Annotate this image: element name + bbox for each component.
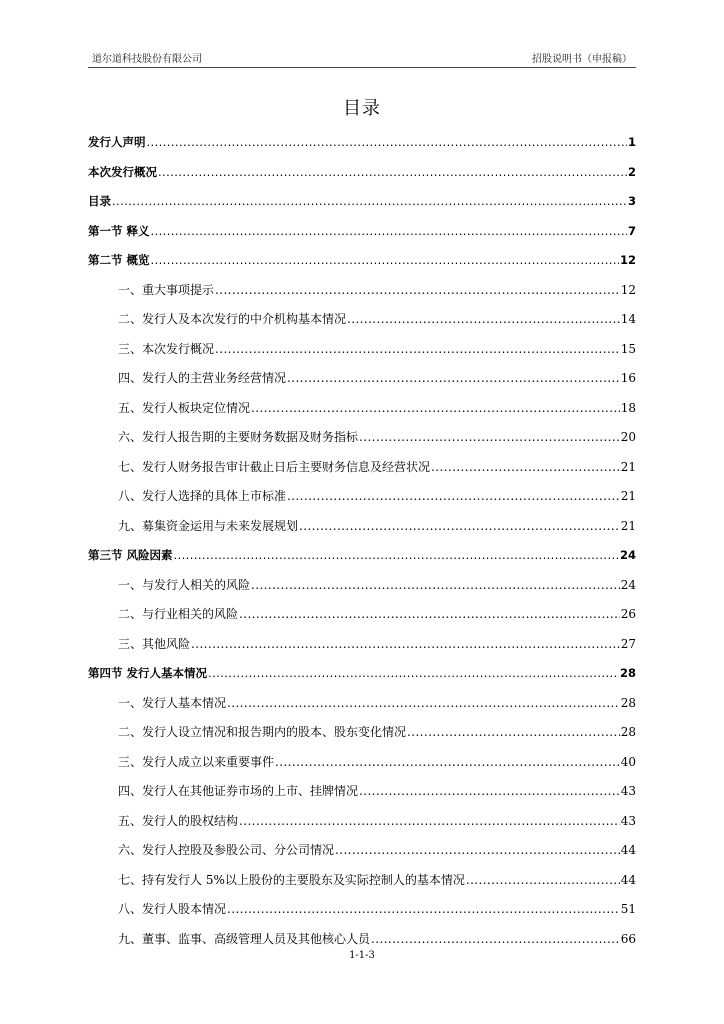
toc-entry-page: 12 bbox=[620, 282, 636, 297]
company-name: 道尔道科技股份有限公司 bbox=[92, 54, 202, 65]
toc-entry-page: 44 bbox=[620, 872, 636, 887]
toc-dot-leader bbox=[191, 630, 620, 660]
toc-entry-label: 目录 bbox=[88, 194, 111, 208]
toc-subsection-entry[interactable] bbox=[88, 866, 636, 896]
toc-entry-label: 五、发行人的股权结构 bbox=[118, 813, 239, 828]
toc-entry-page: 44 bbox=[620, 843, 636, 857]
toc-subsection-entry[interactable] bbox=[88, 718, 636, 748]
toc-dot-leader bbox=[151, 246, 619, 276]
toc-dot-leader bbox=[287, 482, 620, 512]
toc-dot-leader bbox=[239, 807, 620, 837]
toc-entry-page: 18 bbox=[620, 400, 636, 415]
toc-dot-leader bbox=[251, 394, 620, 424]
toc-entry-label: 三、其他风险 bbox=[118, 636, 191, 651]
toc-section-entry[interactable] bbox=[88, 659, 636, 689]
toc-dot-leader bbox=[147, 128, 627, 158]
toc-entry-label: 三、发行人成立以来重要事件 bbox=[118, 754, 275, 769]
toc-entry-page: 40 bbox=[620, 754, 636, 769]
toc-subsection-entry[interactable] bbox=[88, 689, 636, 719]
toc-dot-leader bbox=[275, 748, 620, 778]
toc-entry-label: 一、重大事项提示 bbox=[118, 282, 215, 297]
toc-entry-label: 三、本次发行概况 bbox=[118, 341, 215, 356]
toc-entry-label: 七、发行人财务报告审计截止日后主要财务信息及经营状况 bbox=[118, 459, 431, 474]
toc-entry-label: 五、发行人板块定位情况 bbox=[118, 400, 251, 415]
toc-dot-leader bbox=[239, 600, 620, 630]
toc-subsection-entry[interactable] bbox=[88, 600, 636, 630]
toc-entry-page: 43 bbox=[620, 784, 636, 798]
toc-subsection-entry[interactable] bbox=[88, 276, 636, 306]
toc-section-entry[interactable] bbox=[88, 217, 636, 247]
page-header bbox=[88, 50, 636, 66]
toc-dot-leader bbox=[208, 659, 619, 689]
toc-section-entry[interactable] bbox=[88, 246, 636, 276]
toc-dot-leader bbox=[174, 541, 619, 571]
toc-dot-leader bbox=[215, 276, 620, 306]
toc-entry-page: 16 bbox=[620, 371, 636, 385]
toc-entry-page: 2 bbox=[627, 164, 636, 179]
toc-entry-label: 本次发行概况 bbox=[88, 164, 157, 179]
toc-subsection-entry[interactable] bbox=[88, 305, 636, 335]
toc-entry-page: 66 bbox=[620, 931, 636, 946]
toc-entry-label: 二、发行人及本次发行的中介机构基本情况 bbox=[118, 312, 347, 326]
toc-entry-page: 28 bbox=[620, 725, 636, 739]
header-divider bbox=[88, 67, 636, 68]
toc-dot-leader bbox=[112, 187, 627, 217]
toc-entry-label: 一、发行人基本情况 bbox=[118, 695, 227, 710]
toc-entry-page: 15 bbox=[620, 341, 636, 356]
toc-subsection-entry[interactable] bbox=[88, 777, 636, 807]
page-title: 目录 bbox=[343, 98, 381, 119]
toc-subsection-entry[interactable] bbox=[88, 423, 636, 453]
toc-entry-page: 14 bbox=[620, 312, 636, 326]
toc-entry-page: 21 bbox=[620, 489, 636, 503]
toc-entry-page: 21 bbox=[620, 518, 636, 533]
toc-subsection-entry[interactable] bbox=[88, 630, 636, 660]
toc-entry-label: 九、董事、监事、高级管理人员及其他核心人员 bbox=[118, 931, 371, 946]
toc-entry-label: 七、持有发行人 5%以上股份的主要股东及实际控制人的基本情况 bbox=[118, 872, 465, 887]
toc-dot-leader bbox=[158, 158, 627, 188]
toc-entry-page: 51 bbox=[620, 902, 636, 916]
toc-dot-leader bbox=[359, 423, 620, 453]
toc-entry-page: 26 bbox=[620, 607, 636, 621]
toc-dot-leader bbox=[215, 335, 620, 365]
toc-dot-leader bbox=[359, 777, 620, 807]
toc-dot-leader bbox=[335, 836, 620, 866]
toc-dot-leader bbox=[251, 571, 620, 601]
toc-dot-leader bbox=[299, 512, 620, 542]
toc-dot-leader bbox=[227, 895, 620, 925]
toc-entry-label: 六、发行人报告期的主要财务数据及财务指标 bbox=[118, 430, 359, 444]
toc-entry-label: 第四节 发行人基本情况 bbox=[88, 666, 208, 680]
toc-subsection-entry[interactable] bbox=[88, 836, 636, 866]
toc-entry-label: 二、发行人设立情况和报告期内的股本、股东变化情况 bbox=[118, 725, 407, 739]
table-of-contents bbox=[88, 128, 636, 954]
toc-entry-label: 四、发行人在其他证券市场的上市、挂牌情况 bbox=[118, 784, 359, 798]
toc-entry-label: 二、与行业相关的风险 bbox=[118, 607, 239, 621]
toc-dot-leader bbox=[407, 718, 620, 748]
toc-subsection-entry[interactable] bbox=[88, 895, 636, 925]
toc-section-entry[interactable] bbox=[88, 158, 636, 188]
toc-entry-label: 第二节 概览 bbox=[88, 253, 150, 267]
toc-entry-page: 7 bbox=[627, 223, 636, 238]
toc-dot-leader bbox=[287, 364, 620, 394]
toc-entry-label: 八、发行人选择的具体上市标准 bbox=[118, 489, 287, 503]
toc-entry-label: 四、发行人的主营业务经营情况 bbox=[118, 371, 287, 385]
toc-subsection-entry[interactable] bbox=[88, 512, 636, 542]
toc-entry-label: 第一节 释义 bbox=[88, 223, 150, 238]
toc-entry-page: 28 bbox=[620, 695, 636, 710]
toc-entry-page: 24 bbox=[619, 548, 636, 562]
toc-subsection-entry[interactable] bbox=[88, 335, 636, 365]
toc-entry-label: 六、发行人控股及参股公司、分公司情况 bbox=[118, 843, 335, 857]
toc-entry-label: 第三节 风险因素 bbox=[88, 548, 173, 562]
toc-dot-leader bbox=[431, 453, 620, 483]
toc-entry-page: 21 bbox=[620, 459, 636, 474]
toc-subsection-entry[interactable] bbox=[88, 453, 636, 483]
toc-subsection-entry[interactable] bbox=[88, 364, 636, 394]
toc-subsection-entry[interactable] bbox=[88, 571, 636, 601]
toc-dot-leader bbox=[347, 305, 620, 335]
toc-entry-page: 12 bbox=[619, 253, 636, 267]
toc-entry-label: 九、募集资金运用与未来发展规划 bbox=[118, 518, 299, 533]
toc-entry-label: 发行人声明 bbox=[88, 135, 146, 149]
toc-section-entry[interactable] bbox=[88, 128, 636, 158]
toc-entry-page: 43 bbox=[620, 813, 636, 828]
toc-section-entry[interactable] bbox=[88, 541, 636, 571]
toc-section-entry[interactable] bbox=[88, 187, 636, 217]
document-type: 招股说明书（申报稿） bbox=[532, 54, 632, 65]
toc-subsection-entry[interactable] bbox=[88, 482, 636, 512]
toc-entry-page: 1 bbox=[627, 135, 636, 149]
toc-dot-leader bbox=[466, 866, 620, 896]
toc-entry-page: 28 bbox=[619, 666, 636, 680]
toc-entry-label: 一、与发行人相关的风险 bbox=[118, 577, 251, 592]
toc-entry-page: 24 bbox=[620, 577, 636, 592]
toc-dot-leader bbox=[151, 217, 627, 247]
toc-entry-page: 3 bbox=[627, 194, 636, 208]
toc-dot-leader bbox=[227, 689, 620, 719]
toc-entry-label: 八、发行人股本情况 bbox=[118, 902, 227, 916]
toc-entry-page: 20 bbox=[620, 430, 636, 444]
toc-subsection-entry[interactable] bbox=[88, 394, 636, 424]
toc-entry-page: 27 bbox=[620, 636, 636, 651]
toc-subsection-entry[interactable] bbox=[88, 807, 636, 837]
toc-subsection-entry[interactable] bbox=[88, 748, 636, 778]
page-number: 1-1-3 bbox=[349, 950, 375, 961]
